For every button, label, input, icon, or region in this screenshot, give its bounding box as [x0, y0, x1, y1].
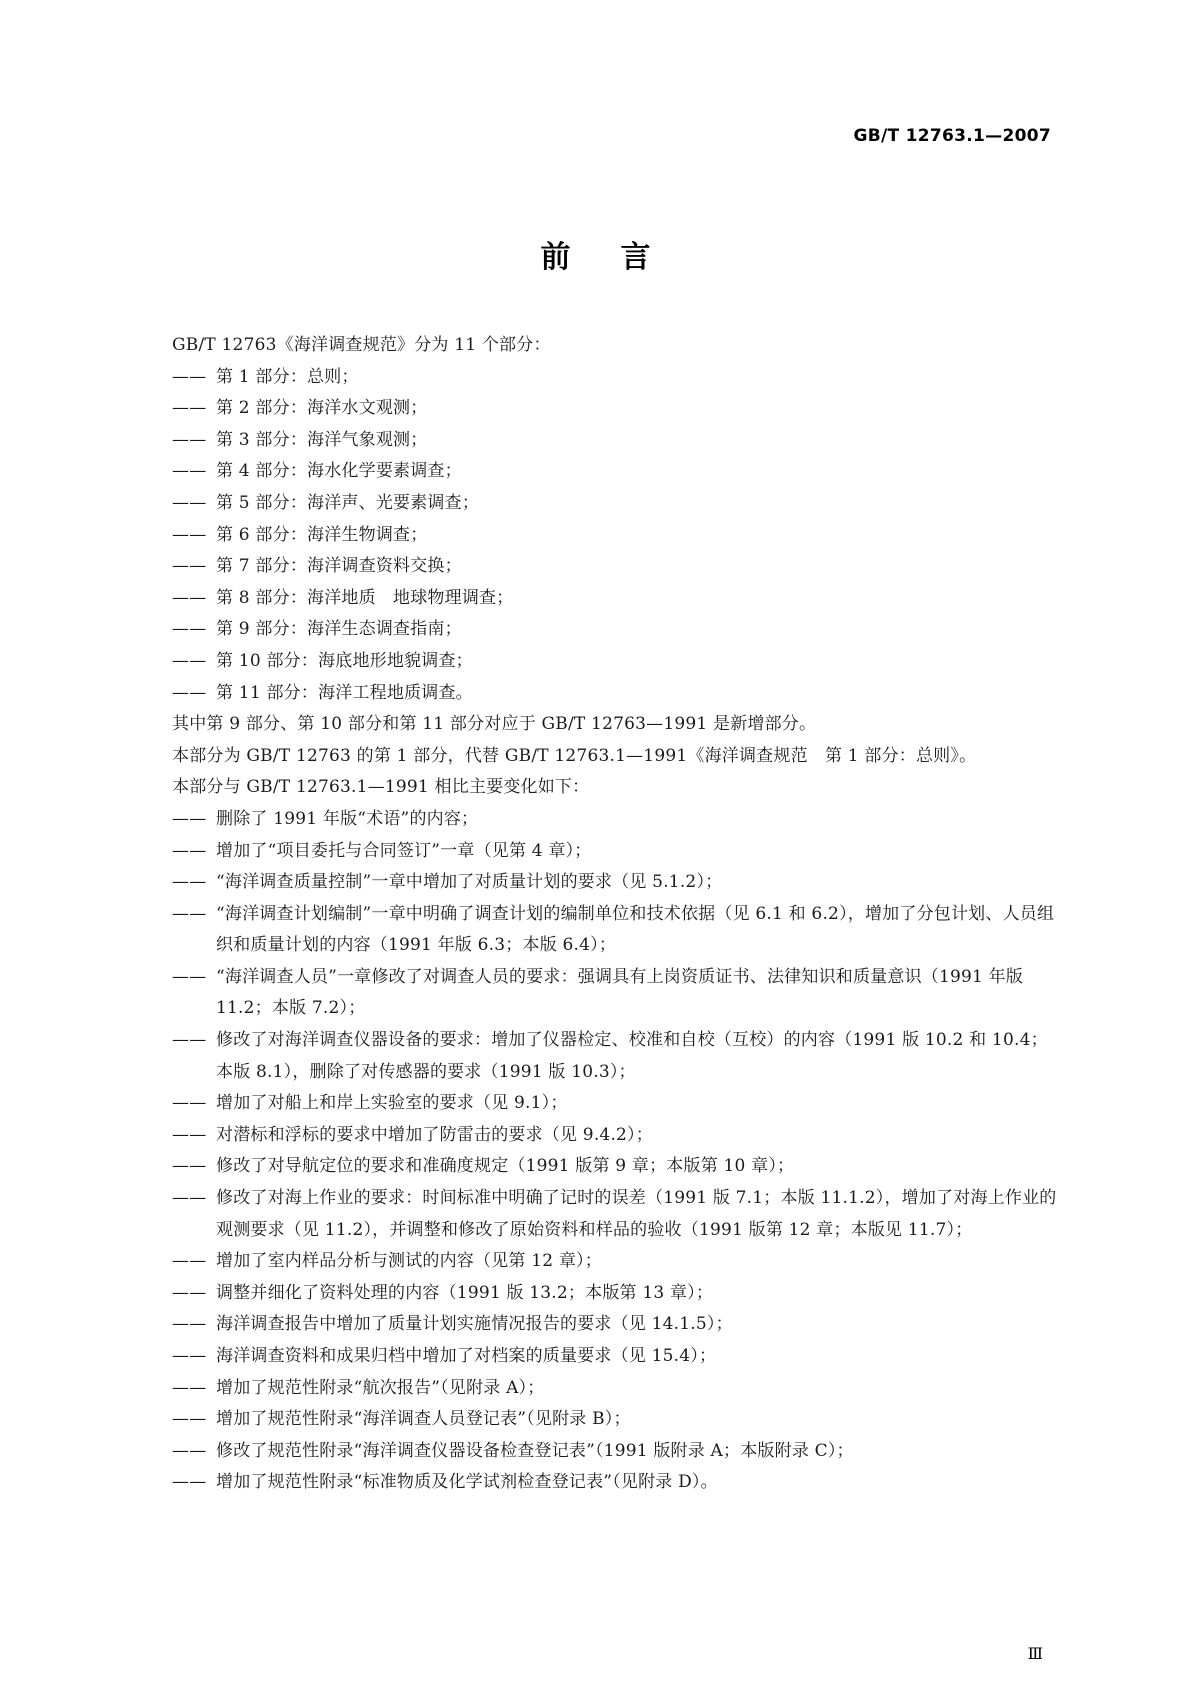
- list-dash: ——: [172, 1156, 207, 1177]
- change-item: [172, 1341, 1060, 1373]
- change-item-text: “海洋调查质量控制”一章中增加了对质量计划的要求（见 5.1.2）；: [216, 872, 723, 893]
- change-item-text: “海洋调查计划编制”一章中明确了调查计划的编制单位和技术依据（见 6.1 和 6.2），增加了分包计划、人员组织和质量计划的内容（1991 年版 6.3；本版 6.4）；: [216, 903, 1055, 956]
- change-item-text: 修改了对海洋调查仪器设备的要求：增加了仪器检定、校准和自校（互校）的内容（1991 版 10.2 和 10.4；本版 8.1），删除了对传感器的要求（1991 版 10.3）；: [216, 1030, 1048, 1082]
- part-item-text: 第 8 部分：海洋地质 地球物理调查；: [216, 587, 514, 608]
- part-item: [172, 678, 1060, 710]
- change-item-text: 增加了规范性附录“航次报告”（见附录 A）；: [216, 1377, 545, 1398]
- part-item-text: 第 4 部分：海水化学要素调查；: [216, 461, 462, 482]
- list-dash: ——: [172, 1030, 207, 1051]
- change-item: [172, 1120, 1060, 1152]
- change-item-text: 修改了对导航定位的要求和准确度规定（1991 版第 9 章；本版第 10 章）；: [216, 1156, 795, 1177]
- change-item: [172, 1151, 1060, 1183]
- change-item: [172, 836, 1060, 868]
- change-item: [172, 1404, 1060, 1436]
- change-item: [172, 1467, 1060, 1499]
- change-item-text: 增加了“项目委托与合同签订”一章（见第 4 章）；: [216, 840, 592, 861]
- change-item: [172, 1246, 1060, 1278]
- list-dash: ——: [172, 1409, 207, 1430]
- change-item: [172, 867, 1060, 899]
- list-dash: ——: [172, 872, 207, 893]
- change-item: [172, 1309, 1060, 1341]
- list-dash: ——: [172, 840, 207, 861]
- list-dash: ——: [172, 1124, 207, 1145]
- change-item-text: 对潜标和浮标的要求中增加了防雷击的要求（见 9.4.2）；: [216, 1124, 653, 1145]
- list-dash: ——: [172, 1188, 207, 1209]
- part-item-text: 第 6 部分：海洋生物调查；: [216, 524, 428, 545]
- change-item: [172, 962, 1060, 1025]
- list-dash: ——: [172, 650, 207, 671]
- list-dash: ——: [172, 1440, 207, 1461]
- change-item: [172, 804, 1060, 836]
- paragraph-changes-intro: 本部分与 GB/T 12763.1—1991 相比主要变化如下：: [172, 777, 590, 798]
- intro-paragraph: GB/T 12763《海洋调查规范》分为 11 个部分：: [172, 335, 551, 355]
- change-item: [172, 1373, 1060, 1405]
- change-item-text: 增加了规范性附录“海洋调查人员登记表”（见附录 B）；: [216, 1409, 631, 1430]
- part-item-text: 第 10 部分：海底地形地貌调查；: [216, 650, 473, 671]
- list-dash: ——: [172, 398, 207, 419]
- list-dash: ——: [172, 682, 207, 703]
- part-item-text: 第 5 部分：海洋声、光要素调查；: [216, 492, 480, 513]
- change-item: [172, 1025, 1060, 1088]
- list-dash: ——: [172, 587, 207, 608]
- part-item: [172, 551, 1060, 583]
- list-dash: ——: [172, 619, 207, 640]
- list-dash: ——: [172, 1377, 207, 1398]
- list-dash: ——: [172, 903, 207, 924]
- part-item: [172, 488, 1060, 520]
- list-dash: ——: [172, 1093, 207, 1114]
- change-item: [172, 1436, 1060, 1468]
- list-dash: ——: [172, 461, 207, 482]
- part-item: [172, 425, 1060, 457]
- change-item-text: 增加了对船上和岸上实验室的要求（见 9.1）；: [216, 1093, 568, 1114]
- part-item: [172, 646, 1060, 678]
- change-item-text: 增加了规范性附录“标准物质及化学试剂检查登记表”（见附录 D）。: [216, 1472, 718, 1493]
- list-dash: ——: [172, 1282, 207, 1303]
- part-item: [172, 362, 1060, 394]
- change-item: [172, 1183, 1060, 1246]
- change-item: [172, 1088, 1060, 1120]
- list-dash: ——: [172, 492, 207, 513]
- page-number: Ⅲ: [1027, 1644, 1043, 1663]
- change-item: [172, 1278, 1060, 1310]
- list-dash: ——: [172, 366, 207, 387]
- part-item-text: 第 1 部分：总则；: [216, 366, 359, 387]
- part-item: [172, 520, 1060, 552]
- preface-body: [172, 330, 1060, 1499]
- change-item-text: “海洋调查人员”一章修改了对调查人员的要求：强调具有上岗资质证书、法律知识和质量意识（1991 年版 11.2；本版 7.2）；: [216, 966, 1024, 1019]
- change-item-text: 删除了 1991 年版“术语”的内容；: [216, 808, 479, 829]
- standard-number: GB/T 12763.1—2007: [853, 126, 1051, 146]
- part-item-text: 第 3 部分：海洋气象观测；: [216, 429, 428, 450]
- part-item-text: 第 11 部分：海洋工程地质调查。: [216, 682, 473, 703]
- list-dash: ——: [172, 966, 207, 987]
- list-dash: ——: [172, 524, 207, 545]
- paragraph-replaces: 本部分为 GB/T 12763 的第 1 部分，代替 GB/T 12763.1—1991《海洋调查规范 第 1 部分：总则》。: [172, 745, 977, 766]
- list-dash: ——: [172, 1314, 207, 1335]
- part-item-text: 第 2 部分：海洋水文观测；: [216, 398, 428, 419]
- list-dash: ——: [172, 1346, 207, 1366]
- change-item: [172, 899, 1060, 962]
- page-title: 前言: [540, 240, 701, 275]
- change-item-text: 调整并细化了资料处理的内容（1991 版 13.2；本版第 13 章）；: [216, 1282, 714, 1303]
- paragraph-new-parts: 其中第 9 部分、第 10 部分和第 11 部分对应于 GB/T 12763—1991 是新增部分。: [172, 714, 817, 735]
- change-item-text: 修改了规范性附录“海洋调查仪器设备检查登记表”（1991 版附录 A；本版附录 C）；: [216, 1440, 854, 1461]
- list-dash: ——: [172, 1251, 207, 1272]
- change-item-text: 海洋调查资料和成果归档中增加了对档案的质量要求（见 15.4）；: [216, 1346, 717, 1366]
- part-item: [172, 393, 1060, 425]
- part-item: [172, 614, 1060, 646]
- part-item: [172, 583, 1060, 615]
- parts-list: [172, 362, 1060, 710]
- change-item-text: 修改了对海上作业的要求：时间标准中明确了记时的误差（1991 版 7.1；本版 11.1.2），增加了对海上作业的观测要求（见 11.2），并调整和修改了原始资料和样品的验收（1991 版第 12 章；本版见 11.7）；: [216, 1188, 1057, 1240]
- change-item-text: 增加了室内样品分析与测试的内容（见第 12 章）；: [216, 1251, 602, 1272]
- list-dash: ——: [172, 556, 207, 577]
- part-item-text: 第 9 部分：海洋生态调查指南；: [216, 619, 462, 640]
- part-item: [172, 456, 1060, 488]
- change-item-text: 海洋调查报告中增加了质量计划实施情况报告的要求（见 14.1.5）；: [216, 1314, 733, 1335]
- list-dash: ——: [172, 808, 207, 829]
- changes-list: [172, 804, 1060, 1499]
- part-item-text: 第 7 部分：海洋调查资料交换；: [216, 556, 462, 577]
- list-dash: ——: [172, 429, 207, 450]
- list-dash: ——: [172, 1472, 207, 1493]
